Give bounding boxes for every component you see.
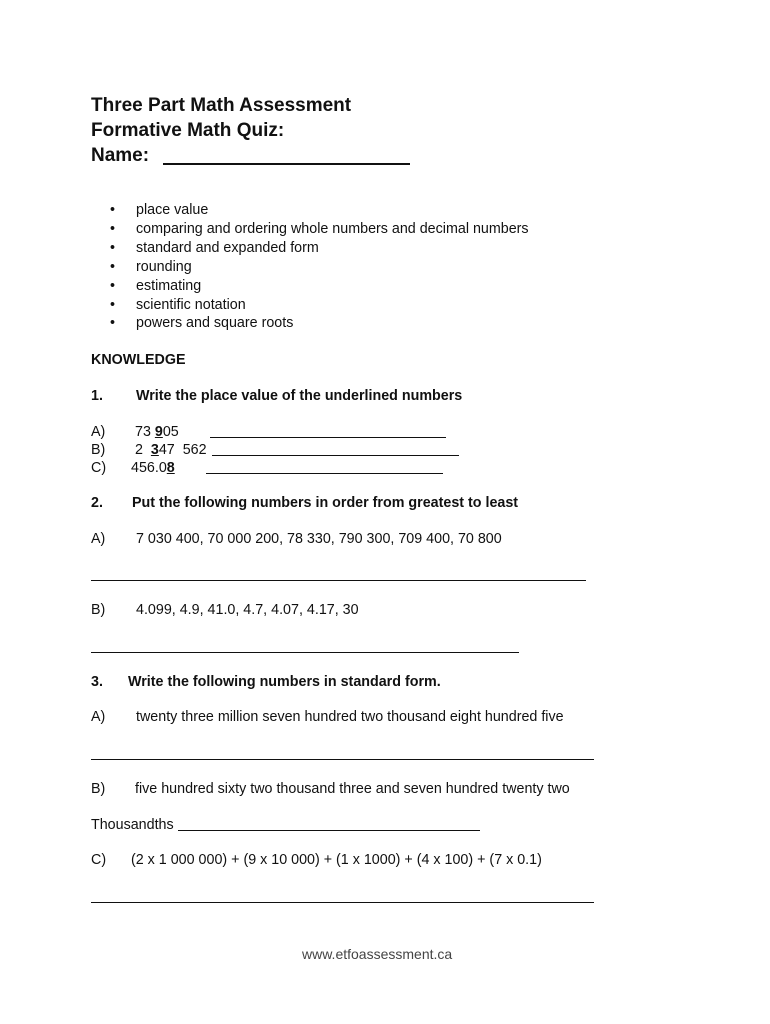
topic-item: • standard and expanded form (110, 239, 529, 258)
q3a-text: twenty three million seven hundred two thousand eight hundred five (136, 709, 564, 725)
q3b-continuation: Thousandths (91, 817, 174, 833)
name-label: Name: (91, 145, 150, 166)
q3a-label: A) (91, 709, 106, 725)
section-heading: KNOWLEDGE (91, 352, 186, 368)
q2b-answer-line[interactable] (91, 652, 519, 653)
q3-number: 3. (91, 674, 103, 690)
q1-prompt: Write the place value of the underlined numbers (136, 388, 463, 404)
q1b-label: B) (91, 442, 106, 458)
q1b-number: 2 347 562 (135, 442, 207, 458)
q1a-number: 73 905 (135, 424, 179, 440)
q3c-answer-line[interactable] (91, 902, 594, 903)
topic-item: • estimating (110, 277, 529, 296)
q2a-label: A) (91, 531, 106, 547)
q2b-text: 4.099, 4.9, 41.0, 4.7, 4.07, 4.17, 30 (136, 602, 359, 618)
q2a-answer-line[interactable] (91, 580, 586, 581)
q3b-label: B) (91, 781, 106, 797)
title-line-2: Formative Math Quiz: (91, 120, 285, 141)
q1b-answer-line[interactable] (212, 455, 459, 456)
q1a-answer-line[interactable] (210, 437, 446, 438)
topic-item: • powers and square roots (110, 314, 529, 333)
footer-url: www.etfoassessment.ca (302, 946, 453, 962)
q2-prompt: Put the following numbers in order from greatest to least (132, 495, 519, 511)
q3c-label: C) (91, 852, 107, 868)
q3-prompt: Write the following numbers in standard form. (128, 674, 441, 690)
q1-number: 1. (91, 388, 103, 404)
q1c-number: 456.08 (131, 460, 175, 476)
topic-item: • comparing and ordering whole numbers and decimal numbers (110, 220, 529, 239)
name-field-line[interactable] (163, 163, 410, 165)
q3b-text: five hundred sixty two thousand three and seven hundred twenty two (135, 781, 570, 797)
q3a-answer-line[interactable] (91, 759, 594, 760)
topic-item: • place value (110, 201, 529, 220)
q1c-answer-line[interactable] (206, 473, 443, 474)
title-line-1: Three Part Math Assessment (91, 95, 352, 116)
topic-item: • rounding (110, 258, 529, 277)
topic-item: • scientific notation (110, 296, 529, 315)
topics-list (110, 201, 529, 333)
q1a-label: A) (91, 424, 106, 440)
q1c-label: C) (91, 460, 107, 476)
q3b-answer-line[interactable] (178, 830, 480, 831)
q3c-text: (2 x 1 000 000) + (9 x 10 000) + (1 x 1000) + (4 x 100) + (7 x 0.1) (131, 852, 542, 868)
q2b-label: B) (91, 602, 106, 618)
q2-number: 2. (91, 495, 103, 511)
q2a-text: 7 030 400, 70 000 200, 78 330, 790 300, 709 400, 70 800 (136, 531, 502, 547)
